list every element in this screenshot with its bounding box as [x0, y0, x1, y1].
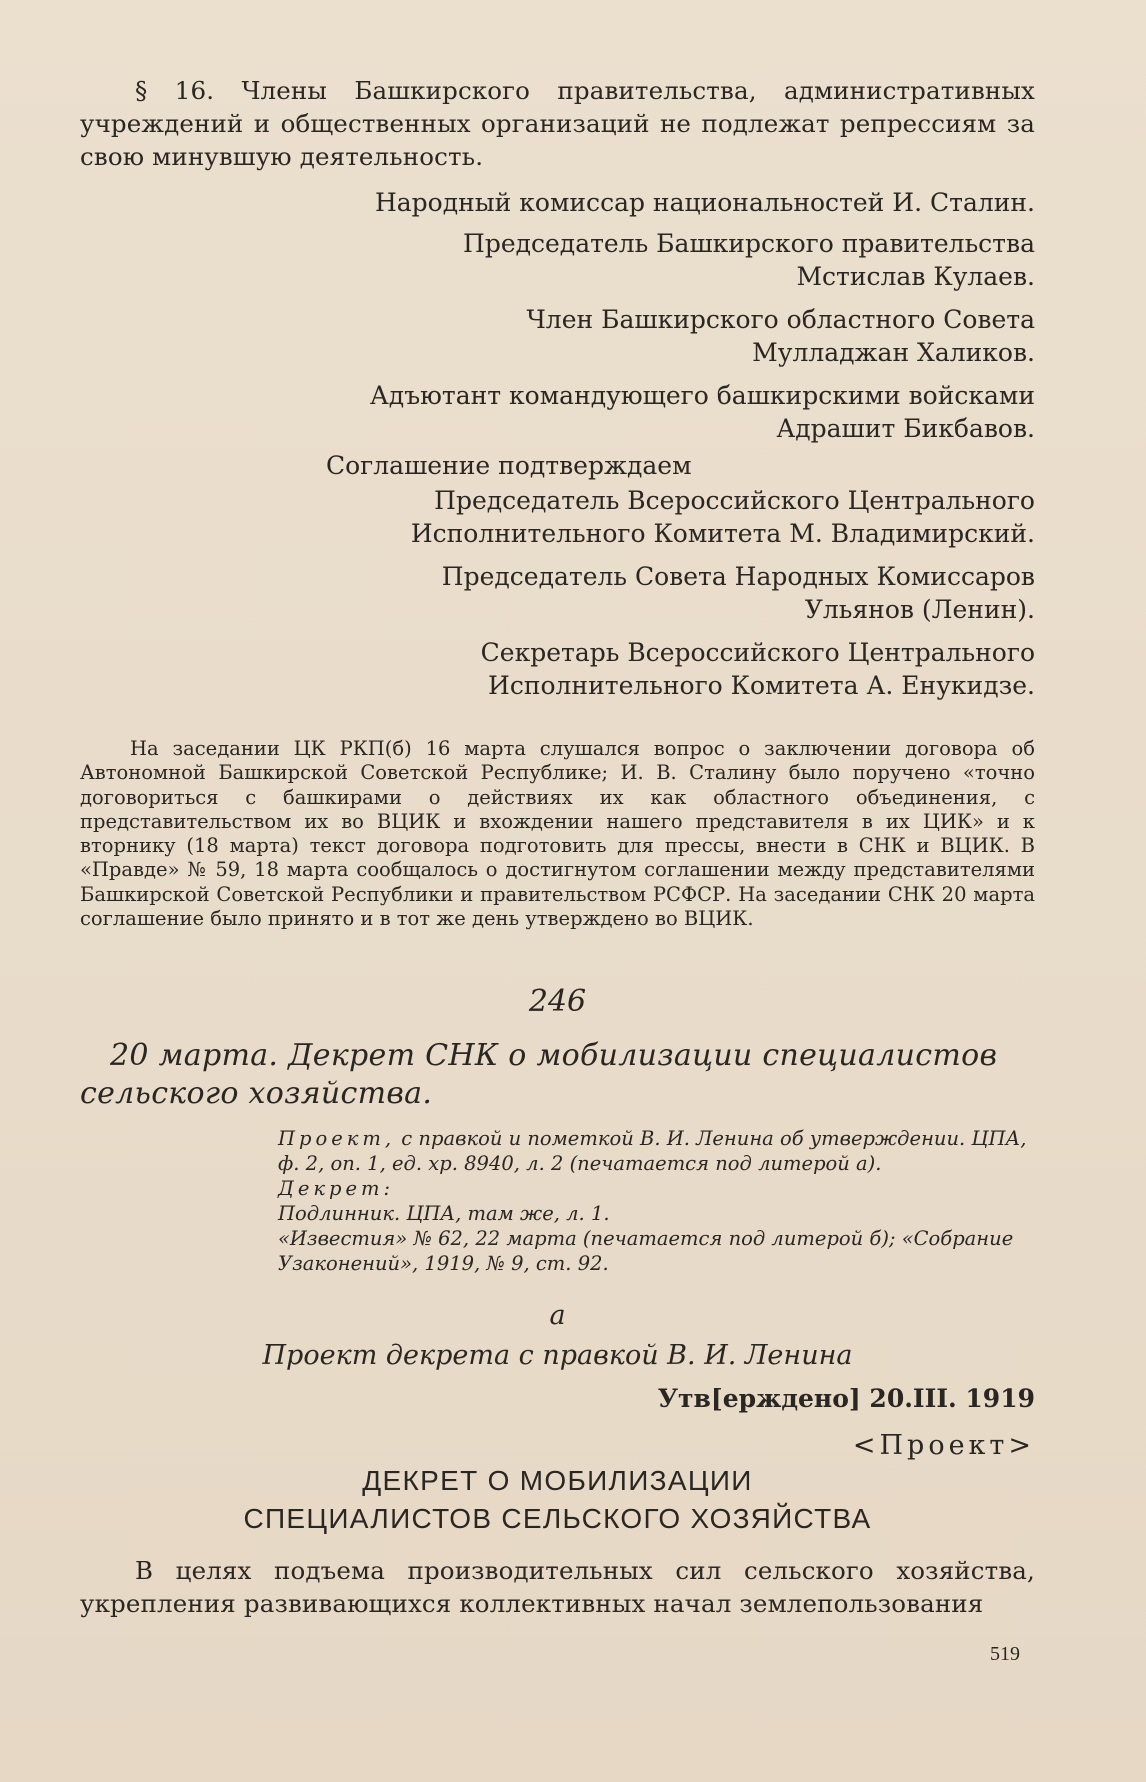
signature-stalin: Народный комиссар национальностей И. Сталин.: [374, 188, 1035, 217]
signature-vladimirsky: Председатель Всероссийского Центрального Исполнительного Комитета М. Владимирский.: [410, 486, 1035, 548]
confirm-label: Соглашение подтверждаем: [326, 451, 692, 480]
document-number: 246: [528, 984, 587, 1019]
document-title: 20 марта. Декрет СНК о мобилизации специалистов сельского хозяйства.: [80, 1038, 998, 1111]
draft-mark: <Проект>: [852, 1430, 1035, 1461]
project-subtitle: Проект декрета с правкой В. И. Ленина: [262, 1340, 853, 1371]
signature-kulaev: Председатель Башкирского правительства Мстислав Кулаев.: [463, 229, 1035, 291]
signature-lenin: Председатель Совета Народных Комиссаров Ульянов (Ленин).: [441, 562, 1035, 624]
signature-enukidze: Секретарь Всероссийского Центрального Исполнительного Комитета А. Енукидзе.: [480, 638, 1035, 700]
source-original: Подлинник. ЦПА, там же, л. 1.: [278, 1202, 610, 1225]
approval-mark: Утв[ерждено] 20.III. 1919: [657, 1384, 1035, 1413]
letter-a: а: [549, 1300, 566, 1331]
decree-opening-paragraph: В целях подъема производительных сил сельского хозяйства, укрепления развивающихся коллективных начал землепользования: [80, 1556, 1035, 1618]
source-project: Проект, с правкой и пометкой В. И. Ленина об утверждении. ЦПА, ф. 2, оп. 1, ед. хр. 8940, л. 2 (печатается под литерой а).: [278, 1127, 1027, 1175]
section-16-paragraph: [80, 74, 1035, 173]
source-decree-label: Декрет:: [278, 1177, 395, 1200]
source-izvestia: «Известия» № 62, 22 марта (печатается под литерой б); «Собрание Узаконений», 1919, № 9, ст. 92.: [278, 1227, 1014, 1275]
signature-bikbavov: Адъютант командующего башкирскими войсками Адрашит Бикбавов.: [369, 381, 1035, 443]
signature-block: [80, 186, 1035, 702]
decree-heading: ДЕКРЕТ О МОБИЛИЗАЦИИ СПЕЦИАЛИСТОВ СЕЛЬСКОГО ХОЗЯЙСТВА: [243, 1465, 872, 1534]
page-number: 519: [990, 1643, 1020, 1665]
source-references: [80, 1126, 1035, 1276]
section-16-text: § 16. Члены Башкирского правительства, административных учреждений и общественных организаций не подлежат репрессиям за свою минувшую деятельность.: [80, 76, 1035, 171]
note-text: На заседании ЦК РКП(б) 16 марта слушался вопрос о заключении договора об Автономной Башкирской Советской Республике; И. В. Сталину было поручено «точно договориться с башкирами о действиях их как областного объединения, с представительством их во ВЦИК и вхождении нашего представителя в их ЦИК» и к вторнику (18 марта) текст договора подготовить для прессы, внести в СНК и ВЦИК. В «Правде» № 59, 18 марта сообщалось о достигнутом соглашении между представителями Башкирской Советской Республики и правительством РСФСР. На заседании СНК 20 марта соглашение было принято и в тот же день утверждено во ВЦИК.: [80, 737, 1035, 931]
signature-khalikov: Член Башкирского областного Совета Мулладжан Халиков.: [526, 305, 1035, 367]
editorial-note: [80, 737, 1035, 931]
